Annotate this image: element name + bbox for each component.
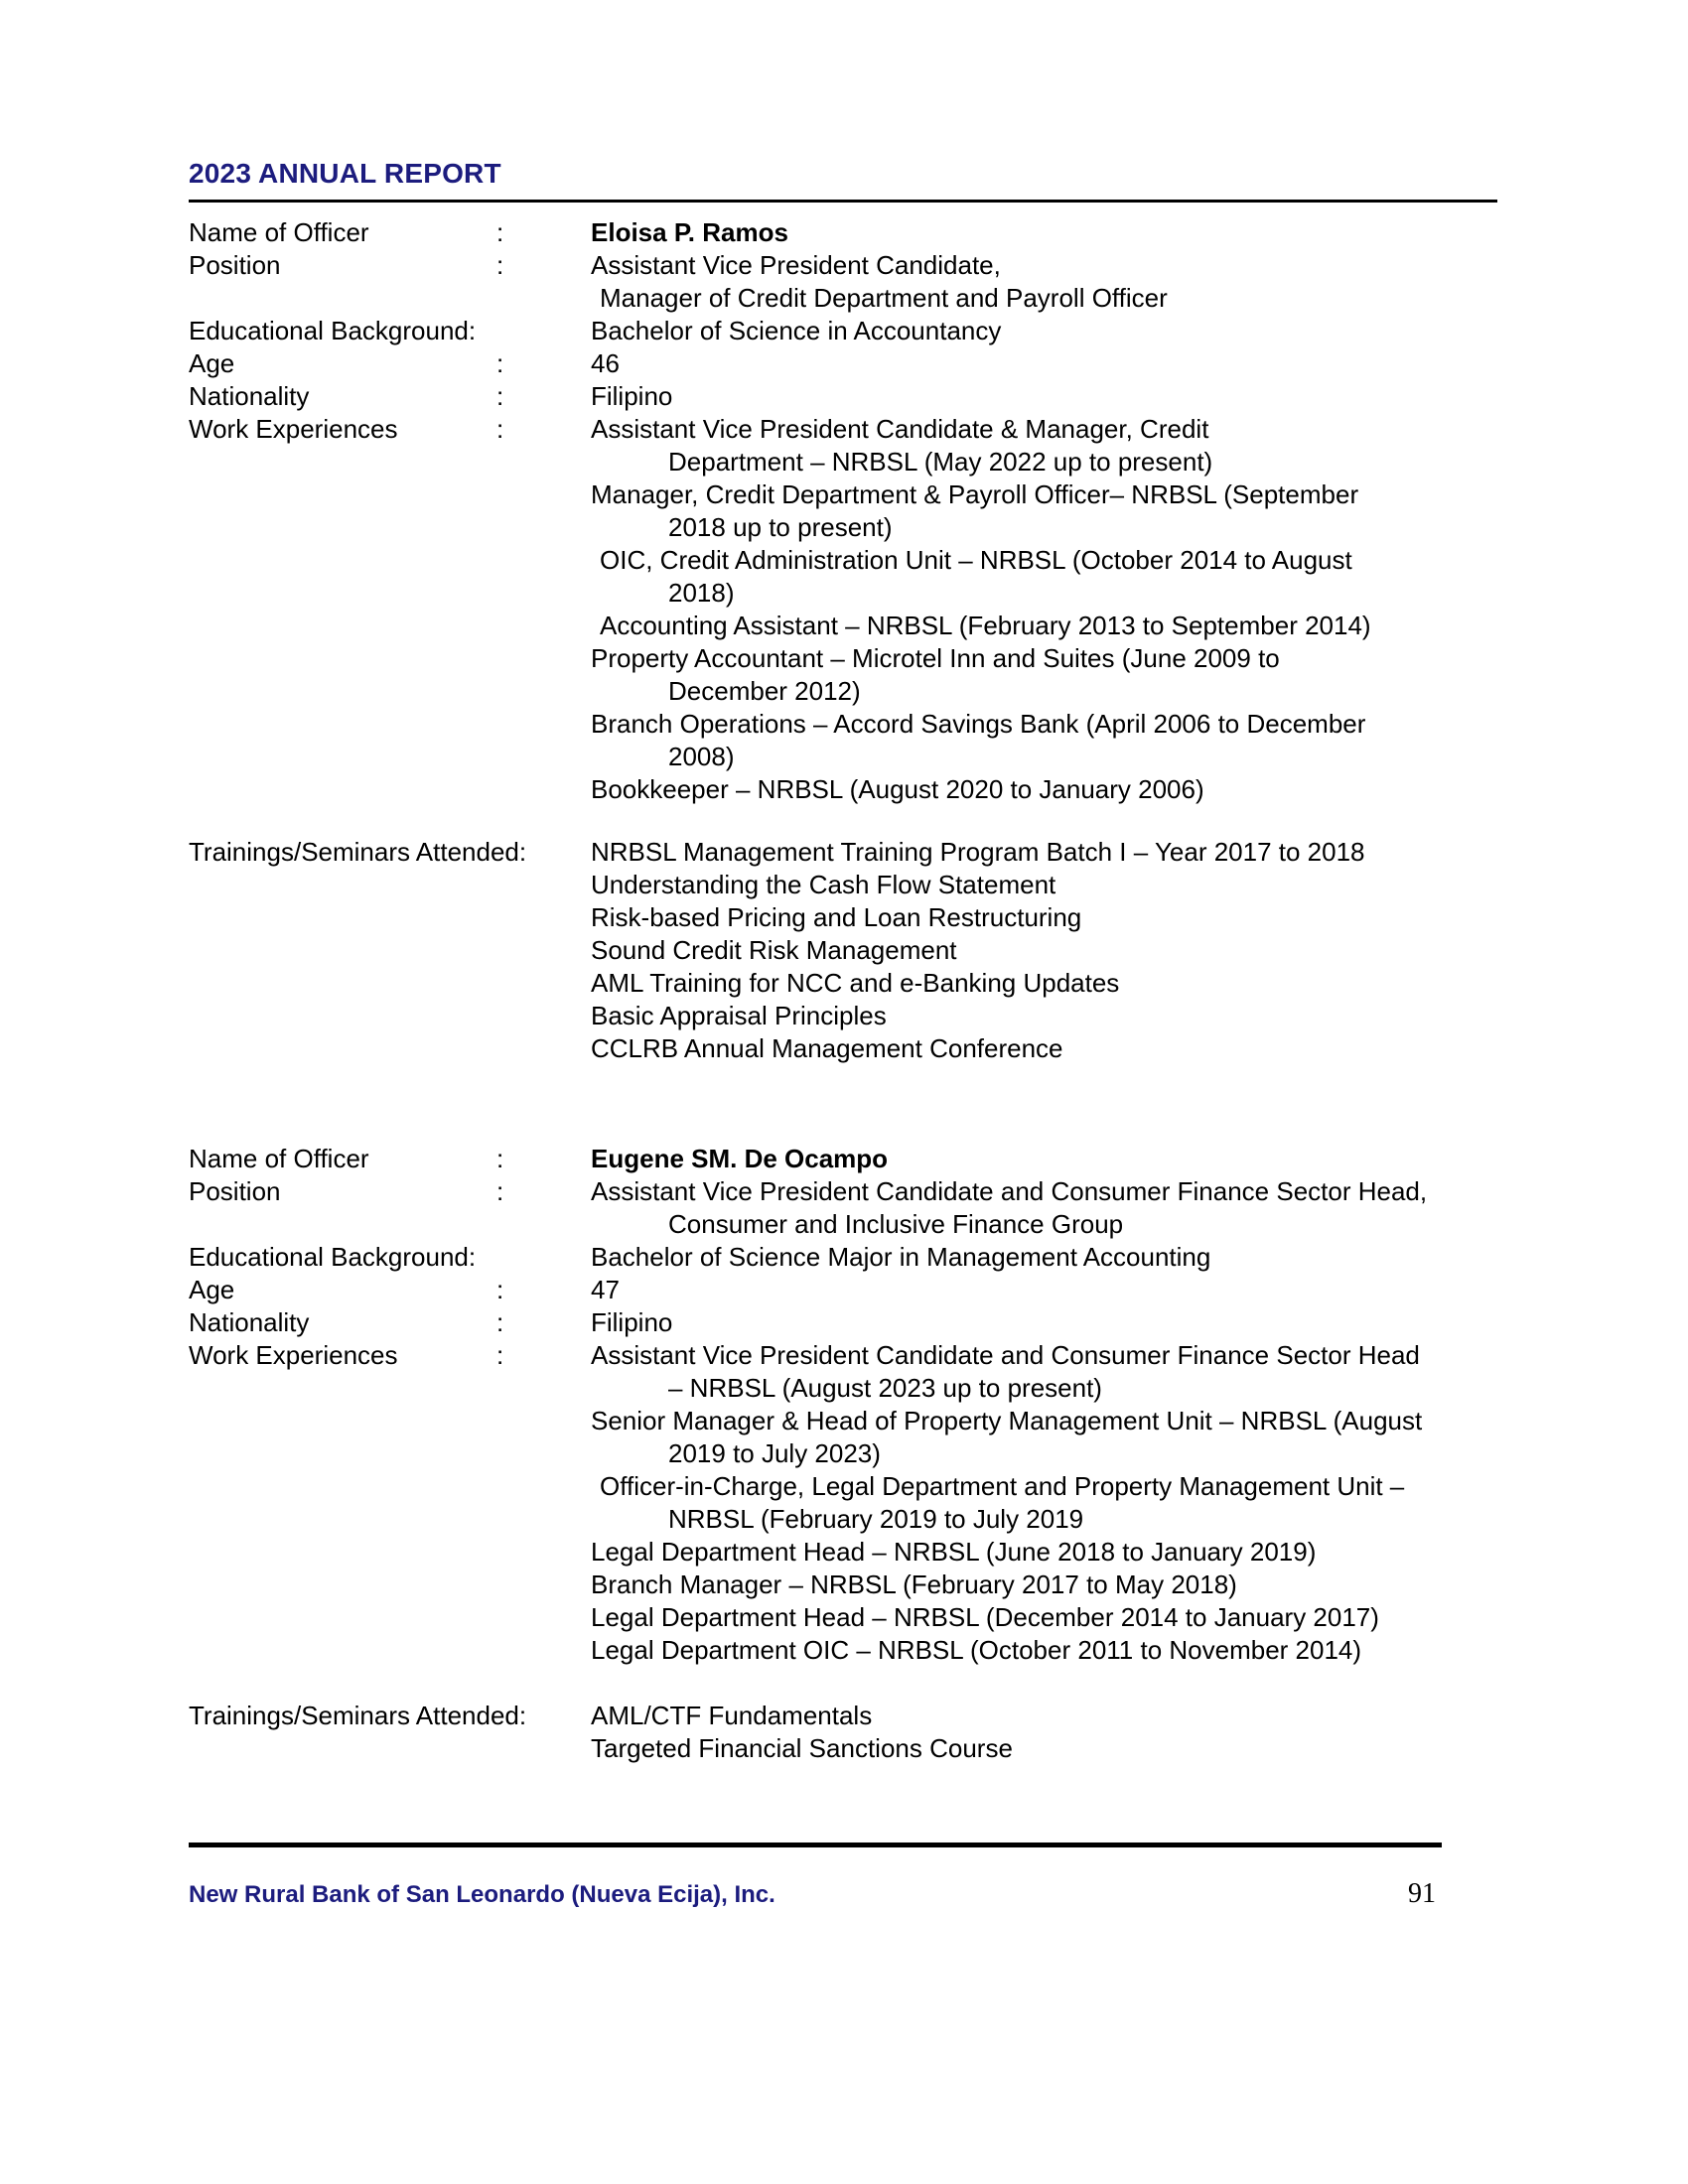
position-line: Consumer and Inclusive Finance Group — [668, 1209, 1124, 1239]
work-line: Officer-in-Charge, Legal Department and Property Management Unit – — [600, 1471, 1405, 1501]
officer-age: 47 — [591, 1275, 620, 1304]
field-label-age: Age — [189, 1275, 235, 1304]
officer-trainings — [591, 836, 1509, 1065]
training-line: Risk-based Pricing and Loan Restructuring — [591, 902, 1082, 932]
work-line: 2008) — [668, 742, 735, 771]
officer-position — [591, 249, 1509, 315]
work-line: Assistant Vice President Candidate and Consumer Finance Sector Head — [591, 1340, 1420, 1370]
training-line: AML/CTF Fundamentals — [591, 1701, 873, 1730]
footer-bank-name: New Rural Bank of San Leonardo (Nueva Ecija), Inc. — [189, 1881, 775, 1908]
field-row-age — [189, 347, 1509, 380]
field-label-education: Educational Background: — [189, 316, 477, 345]
field-colon: : — [496, 348, 504, 378]
field-row-position — [189, 249, 1509, 315]
work-line: Manager, Credit Department & Payroll Officer– NRBSL (September — [591, 479, 1359, 509]
page-title: 2023 ANNUAL REPORT — [189, 158, 501, 189]
field-label-nationality: Nationality — [189, 1307, 310, 1337]
field-row-age — [189, 1274, 1509, 1306]
field-row-trainings — [189, 1700, 1509, 1765]
field-label-education: Educational Background: — [189, 1242, 477, 1272]
field-label-name: Name of Officer — [189, 217, 369, 247]
officer-education: Bachelor of Science in Accountancy — [591, 316, 1002, 345]
field-colon: : — [496, 1340, 504, 1370]
field-row-name — [189, 216, 1509, 249]
page-number: 91 — [1408, 1878, 1436, 1909]
training-line: Basic Appraisal Principles — [591, 1001, 887, 1030]
officer-work-experiences — [591, 413, 1509, 806]
work-line: Accounting Assistant – NRBSL (February 2013 to September 2014) — [600, 611, 1371, 640]
field-row-nationality — [189, 380, 1509, 413]
work-line: NRBSL (February 2019 to July 2019 — [668, 1504, 1084, 1534]
field-label-work: Work Experiences — [189, 414, 398, 444]
field-colon: : — [496, 1275, 504, 1304]
field-colon: : — [496, 381, 504, 411]
work-line: Legal Department Head – NRBSL (June 2018 to January 2019) — [591, 1537, 1317, 1567]
work-line: Branch Operations – Accord Savings Bank (April 2006 to December — [591, 709, 1366, 739]
field-row-work-experiences — [189, 413, 1509, 806]
officer-work-experiences — [591, 1339, 1509, 1667]
officer-position — [591, 1175, 1509, 1241]
training-line: Sound Credit Risk Management — [591, 935, 957, 965]
footer-row — [189, 1879, 1442, 1910]
work-line: 2019 to July 2023) — [668, 1438, 881, 1468]
work-line: Legal Department OIC – NRBSL (October 2011 to November 2014) — [591, 1635, 1362, 1665]
spacer — [189, 1667, 1509, 1700]
work-line: – NRBSL (August 2023 up to present) — [668, 1373, 1102, 1403]
work-line: Legal Department Head – NRBSL (December 2014 to January 2017) — [591, 1602, 1379, 1632]
training-line: AML Training for NCC and e-Banking Updates — [591, 968, 1120, 998]
training-line: Understanding the Cash Flow Statement — [591, 870, 1056, 899]
spacer — [189, 806, 1509, 836]
position-line: Assistant Vice President Candidate, — [591, 250, 1001, 280]
officer-trainings — [591, 1700, 1509, 1765]
officer-education: Bachelor of Science Major in Management Accounting — [591, 1242, 1211, 1272]
field-colon: : — [496, 1176, 504, 1206]
work-line: Branch Manager – NRBSL (February 2017 to May 2018) — [591, 1570, 1237, 1599]
work-line: Department – NRBSL (May 2022 up to present) — [668, 447, 1213, 477]
work-line: Bookkeeper – NRBSL (August 2020 to January 2006) — [591, 774, 1204, 804]
work-line: Senior Manager & Head of Property Management Unit – NRBSL (August — [591, 1406, 1423, 1435]
field-row-position — [189, 1175, 1509, 1241]
training-line: NRBSL Management Training Program Batch I – Year 2017 to 2018 — [591, 837, 1365, 867]
field-label-position: Position — [189, 250, 281, 280]
header-divider — [189, 200, 1497, 203]
officer-nationality: Filipino — [591, 381, 673, 411]
field-label-trainings: Trainings/Seminars Attended: — [189, 1701, 527, 1730]
field-label-work: Work Experiences — [189, 1340, 398, 1370]
field-row-trainings — [189, 836, 1509, 1065]
training-line: CCLRB Annual Management Conference — [591, 1033, 1063, 1063]
work-line: December 2012) — [668, 676, 861, 706]
spacer — [189, 1065, 1509, 1129]
field-row-name — [189, 1143, 1509, 1175]
position-line: Assistant Vice President Candidate and Consumer Finance Sector Head, — [591, 1176, 1428, 1206]
training-line: Targeted Financial Sanctions Course — [591, 1733, 1013, 1763]
field-colon: : — [496, 1307, 504, 1337]
field-row-nationality — [189, 1306, 1509, 1339]
officer-nationality: Filipino — [591, 1307, 673, 1337]
work-line: Property Accountant – Microtel Inn and Suites (June 2009 to — [591, 643, 1280, 673]
officer-profile-1 — [189, 216, 1509, 1065]
field-label-age: Age — [189, 348, 235, 378]
field-label-position: Position — [189, 1176, 281, 1206]
officer-name: Eloisa P. Ramos — [591, 217, 788, 247]
work-line: Assistant Vice President Candidate & Manager, Credit — [591, 414, 1209, 444]
position-line: Manager of Credit Department and Payroll Officer — [600, 283, 1168, 313]
field-row-work-experiences — [189, 1339, 1509, 1667]
field-colon: : — [496, 414, 504, 444]
work-line: 2018 up to present) — [668, 512, 893, 542]
field-row-education — [189, 1241, 1509, 1274]
field-colon: : — [496, 1144, 504, 1173]
field-label-nationality: Nationality — [189, 381, 310, 411]
work-line: 2018) — [668, 578, 735, 608]
field-colon: : — [496, 250, 504, 280]
field-row-education — [189, 315, 1509, 347]
field-colon: : — [496, 217, 504, 247]
field-label-trainings: Trainings/Seminars Attended: — [189, 837, 527, 867]
field-label-name: Name of Officer — [189, 1144, 369, 1173]
officer-age: 46 — [591, 348, 620, 378]
page-footer — [189, 1843, 1442, 1910]
officer-name: Eugene SM. De Ocampo — [591, 1144, 889, 1173]
work-line: OIC, Credit Administration Unit – NRBSL (October 2014 to August — [600, 545, 1352, 575]
officer-profile-2 — [189, 1143, 1509, 1765]
footer-divider — [189, 1843, 1442, 1847]
